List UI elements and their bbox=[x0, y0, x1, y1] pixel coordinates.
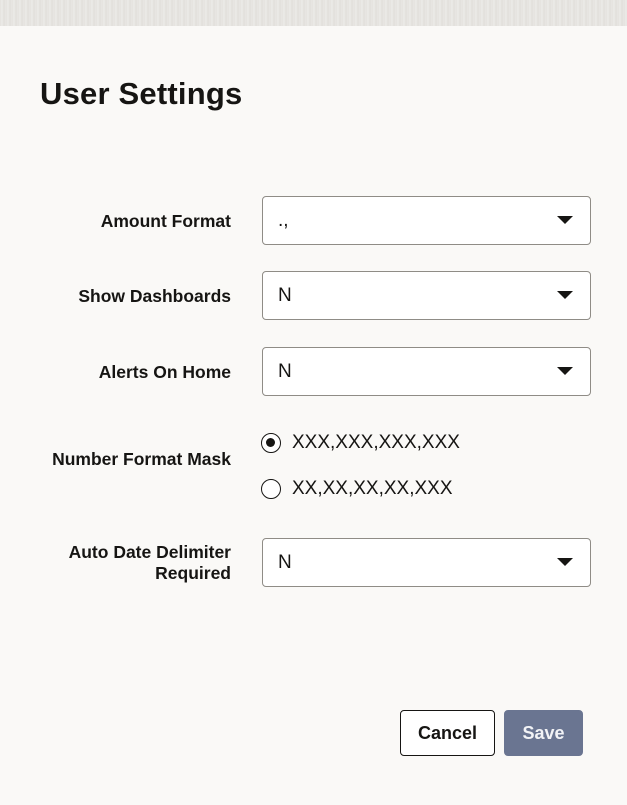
number-format-option-1-label: XXX,XXX,XXX,XXX bbox=[292, 432, 460, 453]
chevron-down-icon bbox=[557, 558, 573, 566]
save-button[interactable]: Save bbox=[504, 710, 583, 756]
number-format-mask-label: Number Format Mask bbox=[52, 449, 231, 469]
amount-format-select[interactable] bbox=[262, 196, 591, 245]
chevron-down-icon bbox=[557, 216, 573, 224]
show-dashboards-value: N bbox=[278, 285, 292, 306]
background-page-strip bbox=[0, 0, 627, 27]
show-dashboards-select[interactable] bbox=[262, 271, 591, 320]
chevron-down-icon bbox=[557, 291, 573, 299]
auto-date-delimiter-label bbox=[31, 542, 231, 584]
auto-date-delimiter-select[interactable] bbox=[262, 538, 591, 587]
user-settings-dialog bbox=[0, 26, 627, 805]
alerts-on-home-label: Alerts On Home bbox=[98, 362, 231, 382]
radio-checked-icon[interactable] bbox=[261, 433, 281, 453]
auto-date-delimiter-value: N bbox=[278, 552, 292, 573]
chevron-down-icon bbox=[557, 367, 573, 375]
auto-date-delimiter-label-line2: Required bbox=[155, 563, 231, 583]
radio-unchecked-icon[interactable] bbox=[261, 479, 281, 499]
show-dashboards-label: Show Dashboards bbox=[78, 286, 231, 306]
dialog-title: User Settings bbox=[40, 76, 243, 111]
auto-date-delimiter-label-line1: Auto Date Delimiter bbox=[68, 542, 231, 562]
number-format-option-2-label: XX,XX,XX,XX,XXX bbox=[292, 478, 453, 499]
amount-format-label: Amount Format bbox=[100, 211, 231, 231]
alerts-on-home-select[interactable] bbox=[262, 347, 591, 396]
amount-format-value: ., bbox=[278, 210, 289, 231]
alerts-on-home-value: N bbox=[278, 361, 292, 382]
cancel-button[interactable]: Cancel bbox=[400, 710, 495, 756]
